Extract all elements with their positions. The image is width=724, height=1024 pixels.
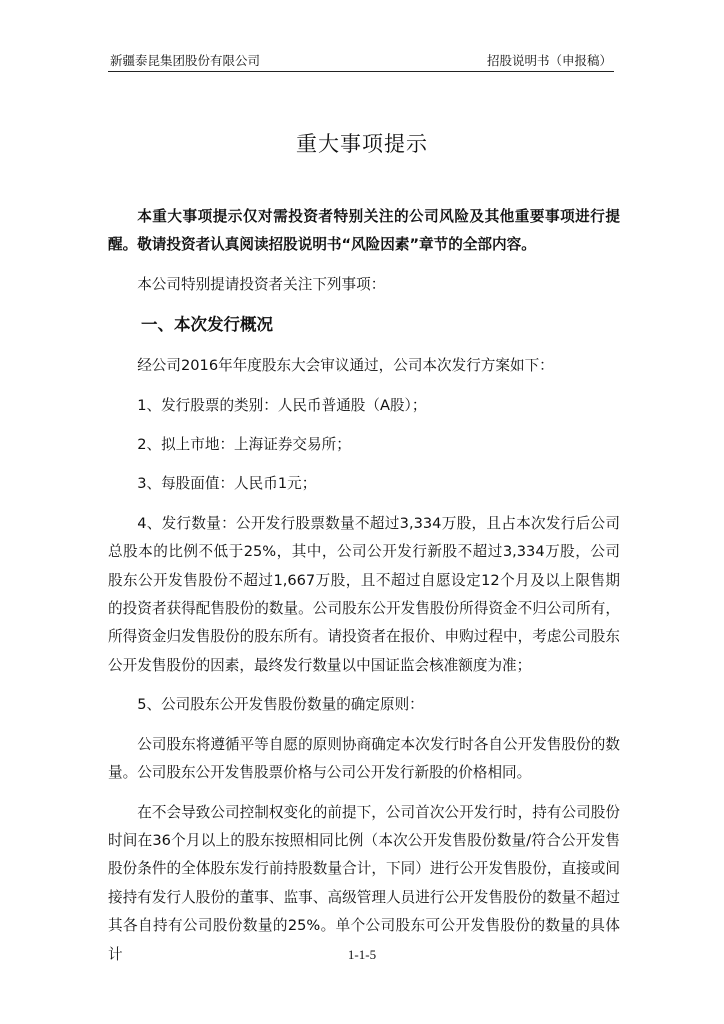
bold-notice-paragraph: 本重大事项提示仅对需投资者特别关注的公司风险及其他重要事项进行提醒。敬请投资者认真阅读招股说明书“风险因素”章节的全部内容。 [108,208,620,254]
body-paragraph: 经公司2016年年度股东大会审议通过，公司本次发行方案如下： [137,357,554,375]
list-item: 5、公司股东公开发售股份数量的确定原则： [137,696,424,714]
page-number: 1-1-5 [347,947,377,962]
body-paragraph: 公司股东将遵循平等自愿的原则协商确定本次发行时各自公开发售股份的数量。公司股东公开发售股票价格与公司公开发行新股的价格相同。 [108,735,620,782]
header-company-name: 新疆泰昆集团股份有限公司 [110,53,261,68]
section-heading: 一、本次发行概况 [141,315,273,335]
document-body [108,203,620,969]
list-item: 4、发行数量：公开发行股票数量不超过3,334万股，且占本次发行后公司总股本的比例不低于25%，其中，公司公开发行新股不超过3,334万股，公司股东公开发售股份不超过1,667万股，且不超过自愿设定12个月及以上限售期的投资者获得配售股份的数量。公司股东公开发售股份所得资金不归公司所有，所得资金归发售股份的股东所有。请投资者在报价、申购过程中，考虑公司股东公开发售股份的因素，最终发行数量以中国证监会核准额度为准； [108,514,620,674]
list-item: 2、拟上市地：上海证券交易所； [137,436,351,454]
page-title: 重大事项提示 [296,132,428,156]
header-document-type: 招股说明书（申报稿） [486,53,612,68]
page-header [108,49,614,72]
list-item: 1、发行股票的类别：人民币普通股（A股）； [137,396,427,414]
list-item: 3、每股面值：人民币1元； [137,475,317,493]
attention-paragraph: 本公司特别提请投资者关注下列事项： [137,275,386,293]
body-paragraph: 在不会导致公司控制权变化的前提下，公司首次公开发行时，持有公司股份时间在36个月以上的股东按照相同比例（本次公开发售股份数量/符合公开发售股份条件的全体股东发行前持股数量合计，下同）进行公开发售股份，直接或间接持有发行人股份的董事、监事、高级管理人员进行公开发售股份的数量不超过其各自持有公司股份数量的25%。单个公司股东可公开发售股份的数量的具体计 [108,803,620,963]
